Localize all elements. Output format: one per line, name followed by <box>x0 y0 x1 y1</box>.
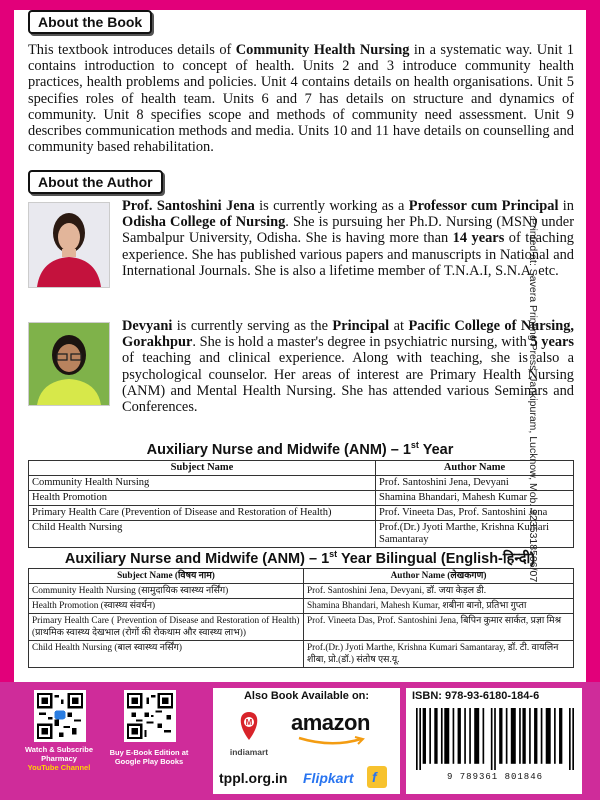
table-row <box>29 599 574 614</box>
table-cell: Prof.(Dr.) Jyoti Marthe, Krishna Kumari Samantaray <box>376 521 574 548</box>
table-row <box>29 476 574 491</box>
about-author-heading: About the Author <box>28 170 163 194</box>
table-cell: Prof. Santoshini Jena, Devyani, डॉ. जया केड़ल डी. <box>304 584 574 599</box>
isbn-label: ISBN: 978-93-6180-184-6 <box>412 690 540 702</box>
indiamart-label: indiamart <box>229 747 269 757</box>
table-cell: Prof. Santoshini Jena, Devyani <box>376 476 574 491</box>
table-cell: Community Health Nursing (सामुदायिक स्वास्थ्य नर्सिंग) <box>29 584 304 599</box>
table1-header-row <box>29 461 574 476</box>
amazon-smile-icon <box>297 736 367 746</box>
svg-text:M: M <box>245 718 253 727</box>
table1-col-subject: Subject Name <box>29 461 376 476</box>
table-row <box>29 491 574 506</box>
table-cell: Community Health Nursing <box>29 476 376 491</box>
table-cell: Primary Health Care ( Prevention of Disease and Restoration of Health) (प्राथमिक स्वास्थ्य देखभाल (रोगों की रोकथाम और स्वास्थ्य लाभ)) <box>29 614 304 641</box>
google-play-qr-caption: Buy E-Book Edition at Google Play Books <box>109 748 189 766</box>
table-row <box>29 521 574 548</box>
left-border <box>0 0 14 800</box>
table-cell: Shamina Bhandari, Mahesh Kumar, शबीना बानो, प्रतिभा गुप्ता <box>304 599 574 614</box>
table-cell: Prof. Vineeta Das, Prof. Santoshini Jena, बिपिन कुमार सार्कत, प्रज्ञा मिश्र <box>304 614 574 641</box>
barcode-icon <box>416 708 574 770</box>
top-border <box>0 0 600 10</box>
table-cell: Child Health Nursing (बाल स्वास्थ्य नर्सिंग) <box>29 641 304 668</box>
table1-col-author: Author Name <box>376 461 574 476</box>
author1-photo <box>28 202 110 288</box>
indiamart-logo-icon <box>227 710 271 742</box>
table-cell: Health Promotion <box>29 491 376 506</box>
table-cell: Primary Health Care (Prevention of Disease and Restoration of Health) <box>29 506 376 521</box>
about-book-text: This textbook introduces details of Community Health Nursing in a systematic way. Unit 1 contains introduction to concept of health. Units 2 and 3 introduce community health practices, health problems and policies. Unit 4 contains details on health organisations. Unit 5 specifies roles of health team. Units 6 and 7 has details on structure and dynamics of community. Unit 8 specifies scope and methods of community need assessment. Unit 9 describes communication methods and media. Units 10 and 11 have details on counselling and community based rehabilitation. <box>28 42 574 156</box>
table-cell: Prof. Vineeta Das, Prof. Santoshini Jena <box>376 506 574 521</box>
table2 <box>28 568 574 668</box>
table-row <box>29 641 574 668</box>
flipkart-bag-icon: f <box>367 766 387 788</box>
table2-title: Auxiliary Nurse and Midwife (ANM) – 1st Year Bilingual (English-हिन्दी) <box>64 549 536 567</box>
table-cell: Child Health Nursing <box>29 521 376 548</box>
table-row <box>29 614 574 641</box>
right-border <box>586 0 600 800</box>
table2-col-author: Author Name (लेखकगण) <box>304 569 574 584</box>
table-row <box>29 584 574 599</box>
author2-bio: Devyani is currently serving as the Principal at Pacific College of Nursing, Gorakhpur. She is hold a master's degree in psychiatric nursing, with 5 years of teaching and clinical experience. Along with teaching, she is also a psychological counselor. Her areas of interest are Primary Health Nursing (ANM) and Mental Health Nursing. She has attended various Seminars and Conferences. <box>122 318 575 416</box>
google-play-qr-code[interactable] <box>124 690 176 742</box>
table1-title: Auxiliary Nurse and Midwife (ANM) – 1st Year <box>146 440 454 458</box>
youtube-qr-code[interactable] <box>34 690 86 742</box>
youtube-qr-caption: Watch & Subscribe Pharmacy YouTube Channel <box>24 745 94 772</box>
about-book-heading: About the Book <box>28 10 152 34</box>
barcode-digits: 9 789361 801846 <box>446 772 543 782</box>
table2-header-row <box>29 569 574 584</box>
table-cell: Shamina Bhandari, Mahesh Kumar <box>376 491 574 506</box>
table2-col-subject: Subject Name (विषय नाम) <box>29 569 304 584</box>
isbn-box <box>406 688 582 794</box>
table-row <box>29 506 574 521</box>
also-available-box <box>213 688 400 794</box>
printer-note: Printed at: Savera Printing Press, Jankipuram, Lucknow, Mob. 9235318506/07 <box>527 218 539 583</box>
author1-bio: Prof. Santoshini Jena is currently working as a Professor cum Principal in Odisha College of Nursing. She is pursuing her Ph.D. Nursing (MSN) under Sambalpur University, Odisha. She is having more than 14 years of teaching experience. She has published various papers and manuscripts in National and International Journals. She is also a lifetime member of T.N.A.I, S.N.A, etc. <box>122 198 574 279</box>
indiamart-link[interactable] <box>227 710 271 757</box>
table-cell: Health Promotion (स्वास्थ्य संवर्धन) <box>29 599 304 614</box>
website-link[interactable]: tppl.org.in <box>219 770 288 786</box>
table-cell: Prof.(Dr.) Jyoti Marthe, Krishna Kumari Samantaray, डॉ. टी. वायलिन शीबा, प्रो.(डॉ.) संतोष एस.यू. <box>304 641 574 668</box>
back-cover <box>14 10 586 682</box>
table1 <box>28 460 574 548</box>
also-available-label: Also Book Available on: <box>243 690 370 702</box>
amazon-link[interactable]: amazon <box>291 710 370 735</box>
flipkart-link[interactable]: Flipkart <box>303 770 354 786</box>
author2-photo <box>28 322 110 406</box>
